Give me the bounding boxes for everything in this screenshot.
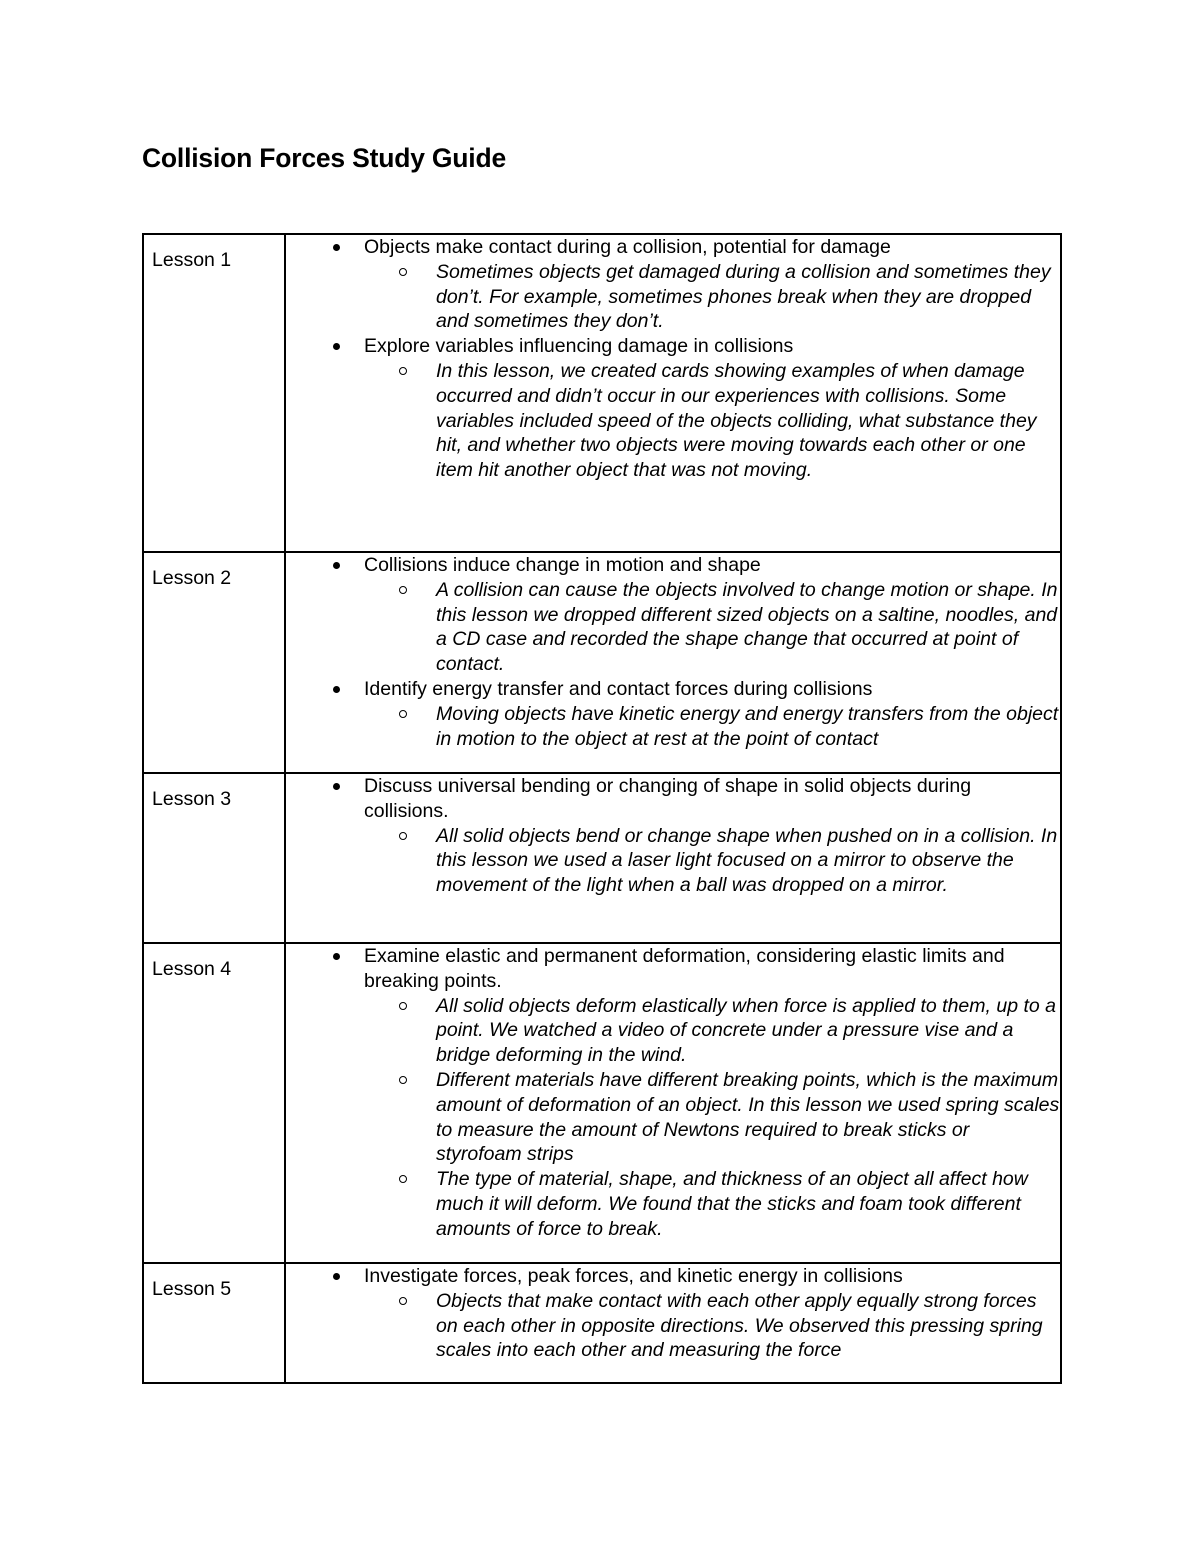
lesson-label: Lesson 1: [152, 249, 232, 271]
bullet-list: [286, 944, 1060, 1242]
sub-bullet-list: [364, 994, 1060, 1242]
lesson-label: Lesson 3: [152, 788, 232, 810]
bullet-text: Objects make contact during a collision, potential for damage: [364, 236, 891, 258]
bullet-dot-icon: [333, 343, 340, 350]
sub-bullet-text: A collision can cause the objects involved to change motion or shape. In this lesson we dropped different sized objects on a saltine, noodles, and a CD case and recorded the shape change that occurred at point of contact.: [436, 578, 1058, 676]
sub-bullet-list: [364, 260, 1060, 334]
bullet-item: [286, 334, 1060, 483]
lesson-label-cell: [143, 1263, 285, 1383]
bullet-item: [286, 1264, 1060, 1363]
lesson-table: [142, 233, 1062, 1384]
hollow-circle-icon: [399, 1076, 407, 1084]
lesson-label-cell: [143, 552, 285, 773]
bullet-dot-icon: [333, 783, 340, 790]
sub-bullet-text: The type of material, shape, and thickness of an object all affect how much it will deform. We found that the sticks and foam took different amounts of force to break.: [436, 1168, 1028, 1240]
lesson-label: Lesson 4: [152, 958, 232, 980]
bullet-list: [286, 1264, 1060, 1363]
sub-bullet-text: Objects that make contact with each other apply equally strong forces on each other in opposite directions. We observed this pressing spring scales into each other and measuring the force: [436, 1289, 1043, 1362]
hollow-circle-icon: [399, 367, 407, 375]
bullet-list: [286, 774, 1060, 898]
hollow-circle-icon: [399, 586, 407, 594]
sub-bullet-text: All solid objects deform elastically when force is applied to them, up to a point. We watched a video of concrete under a pressure vise and a bridge deforming in the wind.: [436, 994, 1056, 1067]
sub-bullet-text: Moving objects have kinetic energy and energy transfers from the object in motion to the object at rest at the point of contact: [436, 702, 1059, 750]
sub-bullet-item: [286, 1068, 1060, 1167]
lesson-content-cell: [285, 1263, 1061, 1383]
bullet-dot-icon: [333, 1273, 340, 1280]
sub-bullet-item: [286, 1289, 1060, 1363]
sub-bullet-text: Sometimes objects get damaged during a collision and sometimes they don’t. For example, sometimes phones break when they are dropped and sometimes they don’t.: [436, 260, 1051, 333]
bullet-list: [286, 235, 1060, 483]
sub-bullet-item: [286, 359, 1060, 483]
hollow-circle-icon: [399, 1297, 407, 1305]
sub-bullet-item: [286, 702, 1060, 752]
lesson-label-cell: [143, 773, 285, 943]
lesson-content-cell: [285, 234, 1061, 552]
bullet-dot-icon: [333, 562, 340, 569]
lesson-label-cell: [143, 234, 285, 552]
lesson-row: [143, 1263, 1061, 1383]
bullet-text: Identify energy transfer and contact forces during collisions: [364, 677, 873, 700]
lesson-label: Lesson 5: [152, 1278, 232, 1300]
lesson-row: [143, 552, 1061, 773]
sub-bullet-item: [286, 578, 1060, 677]
sub-bullet-text: In this lesson, we created cards showing examples of when damage occurred and didn’t occur in our experiences with collisions. Some variables included speed of the objects colliding, what substance they hit, and whether two objects were moving towards each other or one item hit another object that was not moving.: [436, 359, 1037, 482]
sub-bullet-item: [286, 1167, 1060, 1241]
sub-bullet-list: [364, 702, 1060, 752]
sub-bullet-list: [364, 359, 1060, 483]
sub-bullet-item: [286, 824, 1060, 898]
bullet-item: [286, 677, 1060, 751]
sub-bullet-item: [286, 994, 1060, 1068]
bullet-text: Explore variables influencing damage in collisions: [364, 335, 794, 358]
bullet-item: [286, 774, 1060, 898]
hollow-circle-icon: [399, 832, 407, 840]
bullet-text: Collisions induce change in motion and shape: [364, 554, 761, 576]
bullet-text: Discuss universal bending or changing of shape in solid objects during collisions.: [364, 775, 972, 822]
bullet-dot-icon: [333, 953, 340, 960]
sub-bullet-text: All solid objects bend or change shape when pushed on in a collision. In this lesson we used a laser light focused on a mirror to observe the movement of the light when a ball was dropped on a mirror.: [436, 824, 1058, 897]
sub-bullet-list: [364, 578, 1060, 677]
bullet-dot-icon: [333, 244, 340, 251]
bullet-item: [286, 553, 1060, 677]
lesson-label: Lesson 2: [152, 567, 232, 589]
lesson-content-cell: [285, 773, 1061, 943]
lesson-row: [143, 773, 1061, 943]
sub-bullet-list: [364, 1289, 1060, 1363]
sub-bullet-text: Different materials have different breaking points, which is the maximum amount of deformation of an object. In this lesson we used spring scales to measure the amount of Newtons required to break sticks or styrofoam strips: [436, 1068, 1060, 1166]
page-title: Collision Forces Study Guide: [142, 143, 506, 173]
hollow-circle-icon: [399, 1002, 407, 1010]
sub-bullet-item: [286, 260, 1060, 334]
hollow-circle-icon: [399, 268, 407, 276]
bullet-item: [286, 944, 1060, 1242]
bullet-dot-icon: [333, 686, 340, 693]
bullet-item: [286, 235, 1060, 334]
lesson-row: [143, 234, 1061, 552]
lesson-row: [143, 943, 1061, 1263]
lesson-label-cell: [143, 943, 285, 1263]
bullet-text: Examine elastic and permanent deformation, considering elastic limits and breaking points.: [364, 945, 1005, 992]
lesson-content-cell: [285, 943, 1061, 1263]
bullet-text: Investigate forces, peak forces, and kinetic energy in collisions: [364, 1265, 903, 1287]
lesson-content-cell: [285, 552, 1061, 773]
hollow-circle-icon: [399, 710, 407, 718]
sub-bullet-list: [364, 824, 1060, 898]
bullet-list: [286, 553, 1060, 751]
